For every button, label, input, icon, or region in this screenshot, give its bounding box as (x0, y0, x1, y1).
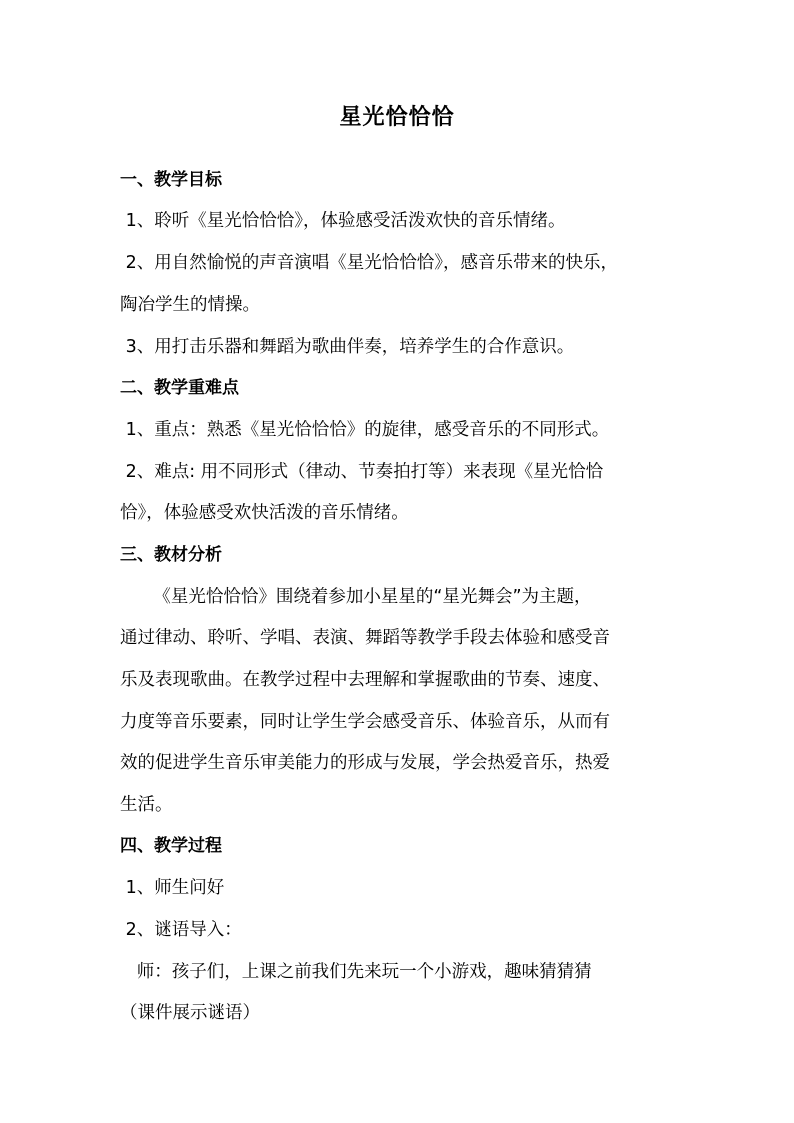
paragraph-line: 效的促进学生音乐审美能力的形成与发展，学会热爱音乐，热爱 (120, 753, 610, 773)
paragraph-line: （课件展示谜语） (120, 1003, 260, 1023)
paragraph-line: 1、重点：熟悉《星光恰恰恰》的旋律，感受音乐的不同形式。 (120, 420, 610, 440)
paragraph-line: 《星光恰恰恰》围绕着参加小星星的“星光舞会”为主题， (120, 587, 592, 607)
paragraph-line: 力度等音乐要素，同时让学生学会感受音乐、体验音乐，从而有 (120, 712, 610, 732)
paragraph-line: 恰》，体验感受欢快活泼的音乐情绪。 (120, 503, 409, 523)
section-heading-material-analysis: 三、教材分析 (120, 545, 222, 565)
paragraph-line: 3、用打击乐器和舞蹈为歌曲伴奏，培养学生的合作意识。 (120, 337, 575, 357)
paragraph-line: 2、用自然愉悦的声音演唱《星光恰恰恰》，感音乐带来的快乐， (120, 253, 618, 273)
paragraph-line: 1、师生问好 (120, 878, 225, 898)
paragraph-line: 2、谜语导入： (120, 920, 242, 940)
paragraph-line: 1、聆听《星光恰恰恰》，体验感受活泼欢快的音乐情绪。 (120, 211, 566, 231)
paragraph-line: 生活。 (120, 795, 173, 815)
paragraph-line: 2、难点: 用不同形式（律动、节奏拍打等）来表现《星光恰恰 (120, 462, 604, 482)
section-heading-key-points: 二、教学重难点 (120, 378, 239, 398)
section-heading-objectives: 一、教学目标 (120, 170, 222, 190)
paragraph-line: 乐及表现歌曲。在教学过程中去理解和掌握歌曲的节奏、速度、 (120, 670, 610, 690)
document-title: 星光恰恰恰 (339, 105, 455, 130)
paragraph-line: 师：孩子们，上课之前我们先来玩一个小游戏，趣味猜猜猜 (120, 962, 592, 982)
paragraph-line: 通过律动、聆听、学唱、表演、舞蹈等教学手段去体验和感受音 (120, 628, 610, 648)
paragraph-line: 陶冶学生的情操。 (120, 295, 260, 315)
section-heading-teaching-process: 四、教学过程 (120, 836, 222, 856)
